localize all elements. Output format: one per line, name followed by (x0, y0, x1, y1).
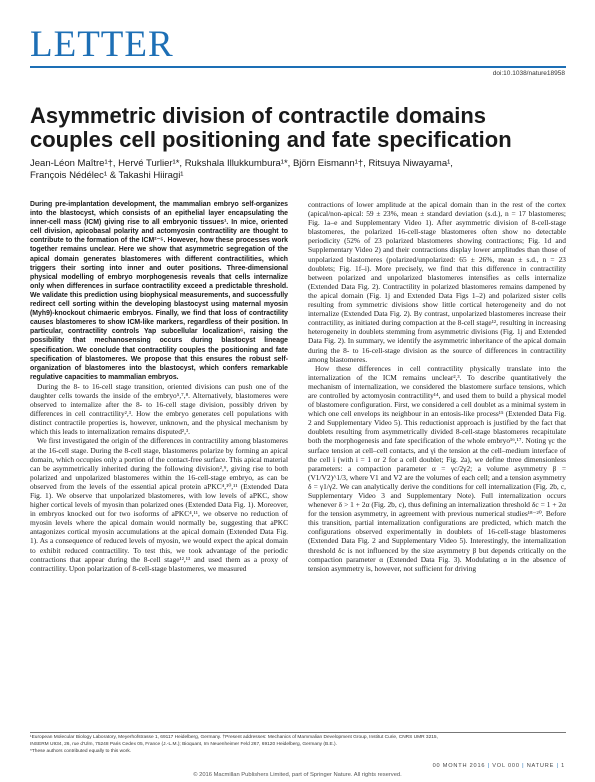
doi-link[interactable]: doi:10.1038/nature18958 (492, 70, 565, 77)
page-footer (433, 763, 565, 769)
header-rule (30, 66, 566, 68)
affiliation-line-2: INSERM U934, 26, rue d'Ulm, 75248 Paris Cedex 05, France (J.-L.M.); Bioquant, Im Neuenheimer Feld 267, 69120 Heidelberg, Germany (B.E.). (30, 741, 337, 747)
copyright-notice: © 2016 Macmillan Publishers Limited, part of Springer Nature. All rights reserved. (193, 772, 402, 778)
equal-contribution-note: *These authors contributed equally to this work. (30, 748, 132, 754)
author-line-1: Jean-Léon Maître¹†, Hervé Turlier¹*, Rukshala Illukkumbura¹*, Björn Eismann¹†, Ritsuya Niwayama¹, (30, 158, 453, 169)
article-title: Asymmetric division of contractile domains couples cell positioning and fate specification (30, 103, 512, 152)
volume-number: VOL 000 (492, 763, 520, 769)
left-column (30, 200, 288, 573)
section-label: LETTER (30, 24, 174, 65)
footnote-rule (30, 732, 566, 733)
right-column (308, 200, 566, 573)
abstract-paragraph: During pre-implantation development, the mammalian embryo self-organizes into the blastocyst, which consists of an epithelial layer encapsulating the inner-cell mass (ICM) giving rise to all embryonic tissues¹. In mice, oriented cell division, apicobasal polarity and actomyosin contractility are thought to contribute to the formation of the ICM²⁻⁵. However, how these processes work together remains unclear. Here we show that asymmetric segregation of the apical domain generates blastomeres with different contractilities, which triggers their sorting into inner and outer positions. Three-dimensional physical modelling of embryo morphogenesis reveals that cells internalize only when differences in surface contractility exceed a predictable threshold. We validate this prediction using biophysical measurements, and successfully redirect cell sorting within the developing blastocyst using maternal myosin (Myh9)-knockout chimaeric embryos. Finally, we find that loss of contractility causes blastomeres to show ICM-like markers, regardless of their position. In particular, contractility controls Yap subcellular localization⁶, raising the possibility that mechanosensing occurs during blastocyst lineage specification. We conclude that contractility couples the positioning and fate specification of blastomeres. We propose that this ensures the robust self-organization of blastomeres into the blastocyst, which confers remarkable regulative capacities to mammalian embryos. (30, 201, 288, 381)
issue-date: 00 MONTH 2016 (432, 763, 486, 769)
separator: | (556, 763, 562, 769)
affiliation-line-1: ¹European Molecular Biology Laboratory, Meyerhofstrasse 1, 69117 Heidelberg, Germany. †Present addresses: Mechanics of Mammalian Development Group, Institut Curie, CNRS UMR 3215, (30, 735, 438, 740)
body-paragraph: During the 8- to 16-cell stage transition, oriented divisions can push one of the daughter cells towards the inside of the embryo⁵,⁷,⁸. Alternatively, blastomeres were observed to internalize after the 8- to 16-cell stage division, possibly driven by differences in cell contractility²,³. How the embryo generates cell populations with distinct contractile properties is, however, unknown, and the physical mechanism by which this leads to internalization remains disputed²,³. (30, 381, 288, 437)
separator: | (522, 763, 527, 769)
page-number: 1 (561, 763, 565, 769)
journal-name: NATURE (526, 763, 555, 769)
body-paragraph: How these differences in cell contractility physically translate into the internalization of the ICM remains unclear²,³. To describe quantitatively the mechanism of internalization, we considered the blastomere surface tensions, which are controlled by actomyosin contractility¹⁴, and used them to build a physical model of blastomere configuration. First, we considered a cell doublet as a minimal system in which one cell envelops its neighbour in an entosis-like process¹⁵ (Extended Data Fig. 2 and Supplementary Video 5). This reductionist approach is justified by the fact that doublets resulting from asymmetrically divided 8-cell-stage blastomeres recapitulate both the morphogenesis and fate specification of the whole embryo¹⁶,¹⁷. Noting γc the surface tension at cell–cell contacts, and γi the tension at the cell–medium interface of the cell i (with i = 1 or 2 for a cell doublet; Fig. 2a), we define three dimensionless parameters: a compaction parameter α = γc/2γ2; a volume asymmetry β = (V1/V2)^1/3, where V1 and V2 are the volumes of each cell; and a tension asymmetry δ = γ1/γ2. We can analytically derive the conditions for cell internalization (Fig. 2b, c, Supplementary Video 3 and Supplementary Note). Full internalization occurs whenever δ > 1 + 2α (Fig. 2b, c), thus defining an internalization threshold δc = 1 + 2α for the tension asymmetry, in agreement with previous numerical studies¹⁸⁻²⁰. Before this transition, partial internalization configurations are predicted, which match the configurations observed experimentally in doublets of 16-cell-stage blastomeres (Extended Data Fig. 2 and Supplementary Video 5). Interestingly, the internalization threshold δc is not influenced by the size asymmetry β but depends critically on the compaction parameter α (Extended Data Fig. 3). Modulating α in the absence of tension asymmetry is, however, not sufficient for driving (308, 363, 566, 573)
footnotes (30, 735, 566, 755)
body-paragraph: We first investigated the origin of the differences in contractility among blastomeres at the 16-cell stage. During the 8-cell stage, blastomeres polarize by forming an apical domain, which occupies only a portion of the contact-free surface. This apical material can be asymmetrically inherited during the following division²,⁹, giving rise to both polarized and unpolarized blastomeres within the 16-cell-stage embryo, as can be observed from the levels of the essential apical protein aPKC⁴,¹⁰,¹¹ (Extended Data Fig. 1). We observe that unpolarized blastomeres, with low levels of aPKC, show higher cortical levels of myosin than polarized ones (Extended Data Fig. 1). Moreover, in embryos knocked out for two isoforms of aPKC⁴,¹¹, we observe no reduction of myosin levels where the apical domain would normally be, suggesting that aPKC antagonizes cortical myosin accumulations at the apical domain (Extended Data Fig. 1). As a consequence of reduced levels of myosin, we would expect the apical domain to exhibit reduced contractility. To test this, we took advantage of the periodic contractions that appear during the 8-cell stage¹²,¹³ and used them as a proxy of contractility. Upon polarization of 8-cell-stage blastomeres, we measured (30, 436, 288, 573)
author-line-2: François Nédélec¹ & Takashi Hiiragi¹ (30, 170, 184, 181)
author-list (30, 158, 500, 182)
separator: | (487, 763, 493, 769)
body-paragraph: contractions of lower amplitude at the apical domain than in the rest of the cortex (apical/non-apical: 59 ± 23%, mean ± standard deviation (s.d.), n = 17 blastomeres; Fig. 1a–e and Supplementary Video 1). After asymmetric division of 8-cell-stage blastomeres, the polarized 16-cell-stage blastomeres often show no detectable periodicity (52% of 23 polarized blastomeres showing contractions; Fig. 1d and Supplementary Video 2) and their contractions display lower amplitudes than those of unpolarized blastomeres (polarized/unpolarized: 65 ± 26%, mean ± s.d., n = 23 doublets; Fig. 1f–i). More precisely, we find that this difference in contractility between polarized and unpolarized blastomeres intensifies as cells internalize (Extended Data Fig. 2). Contractility in polarized blastomeres remains dampened by the apical domain (Fig. 1j and Extended Data Figs 1–2) and polarized sister cells resulting from symmetric divisions show little cortical heterogeneity and do not internalize (Extended Data Fig. 2). By contrast, unpolarized blastomeres increase their contractility, as initiated during compaction at the 8-cell stage¹², resulting in increasing heterogeneity in doublets stemming from asymmetric divisions (Fig. 1j and Extended Data Fig. 2). In summary, we identify the asymmetric inheritance of the apical domain during the 8- to 16-cell-stage division as the source of differences in contractility among blastomeres. (308, 200, 566, 364)
